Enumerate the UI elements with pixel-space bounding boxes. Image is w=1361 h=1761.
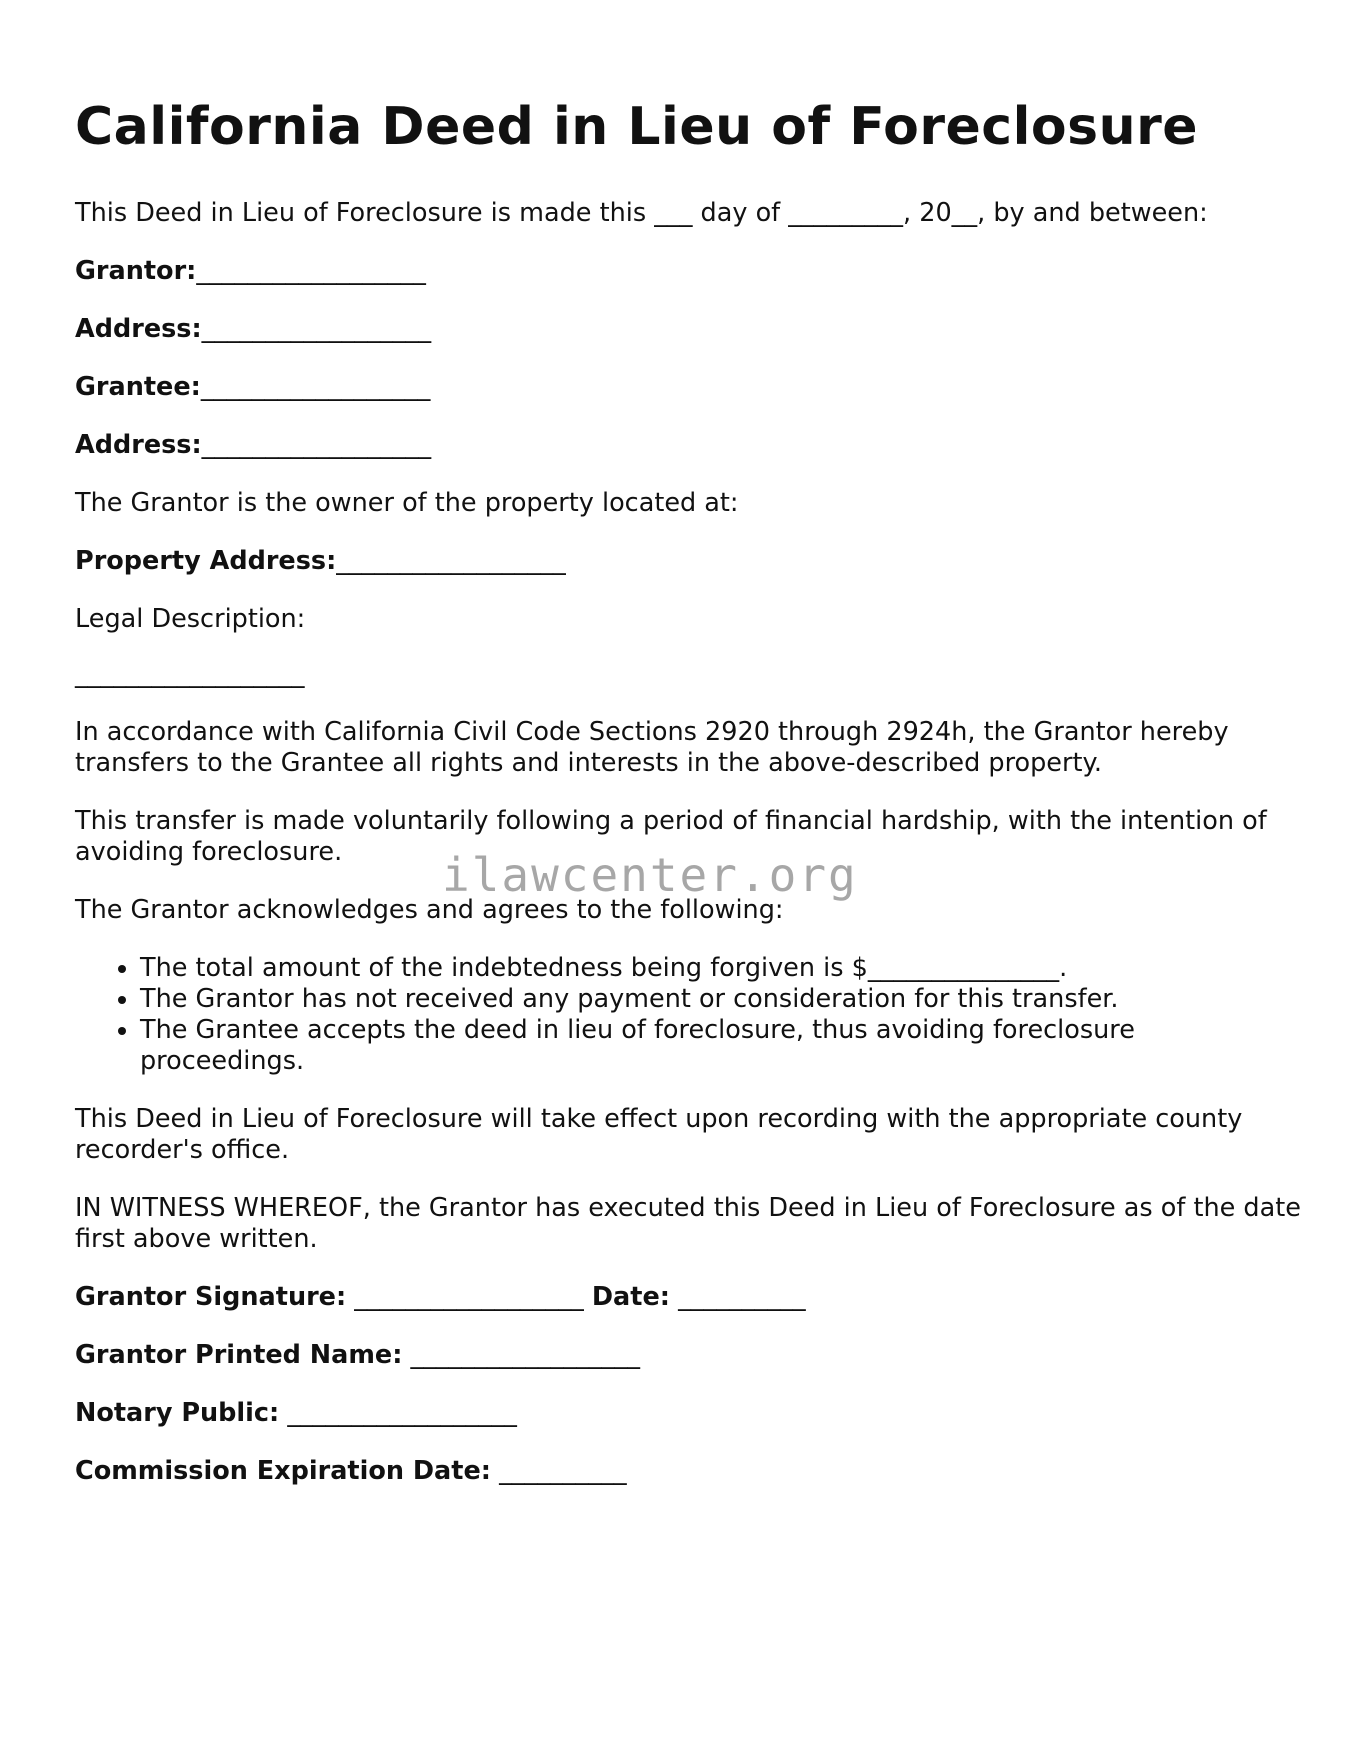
grantee-field	[75, 372, 1305, 403]
document-page	[75, 84, 1305, 1514]
printed-name-field	[75, 1340, 1305, 1371]
date-blank: __________	[678, 1282, 806, 1313]
notary-label: Notary Public:	[75, 1398, 280, 1429]
intro-paragraph: This Deed in Lieu of Foreclosure is made this ___ day of _________, 20__, by and between:	[75, 198, 1208, 229]
notary-blank: __________________	[287, 1398, 517, 1429]
grantor-address-blank: __________________	[201, 314, 432, 345]
grantee-blank: __________________	[200, 372, 431, 403]
document-title: California Deed in Lieu of Foreclosure	[75, 97, 1199, 157]
grantor-address-label: Address:	[75, 314, 202, 345]
date-label: Date:	[591, 1282, 670, 1313]
grantee-address-blank: __________________	[201, 430, 432, 461]
notary-field	[75, 1398, 1305, 1429]
list-item: • The Grantee accepts the deed in lieu of foreclosure, thus avoiding foreclosure proceedings.	[140, 1015, 1305, 1077]
grantor-blank: __________________	[196, 256, 426, 287]
property-address-label: Property Address:	[75, 546, 337, 577]
grantor-signature-field	[75, 1282, 1305, 1313]
legal-description-blank: __________________	[75, 659, 305, 690]
grantee-address-field	[75, 430, 1305, 461]
commission-blank: __________	[499, 1456, 627, 1487]
witness-paragraph: IN WITNESS WHEREOF, the Grantor has executed this Deed in Lieu of Foreclosure as of the date first above written.	[75, 1193, 1301, 1255]
grantor-address-field	[75, 314, 1305, 345]
grantee-address-label: Address:	[75, 430, 202, 461]
transfer-paragraph: In accordance with California Civil Code Sections 2920 through 2924h, the Grantor hereby transfers to the Grantee all rights and interests in the above-described property.	[75, 717, 1229, 779]
printed-name-label: Grantor Printed Name:	[75, 1340, 403, 1371]
watermark-text: ilawcenter.org	[442, 848, 858, 902]
grantor-signature-label: Grantor Signature:	[75, 1282, 347, 1313]
property-address-field	[75, 546, 1305, 577]
commission-field	[75, 1456, 1305, 1487]
printed-name-blank: __________________	[410, 1340, 641, 1371]
grantor-label: Grantor:	[75, 256, 197, 287]
legal-description-label: Legal Description:	[75, 604, 306, 635]
grantor-signature-blank: __________________	[354, 1282, 584, 1313]
grantor-field	[75, 256, 1305, 287]
effect-paragraph: This Deed in Lieu of Foreclosure will take effect upon recording with the appropriate county recorder's office.	[75, 1104, 1243, 1166]
property-address-blank: __________________	[336, 546, 566, 577]
commission-label: Commission Expiration Date:	[75, 1456, 491, 1487]
acknowledgement-intro: The Grantor acknowledges and agrees to the following:	[75, 895, 784, 926]
list-item: • The total amount of the indebtedness being forgiven is $_______________.	[140, 953, 1305, 984]
voluntary-paragraph: This transfer is made voluntarily following a period of financial hardship, with the intention of avoiding foreclosure.	[75, 806, 1267, 868]
acknowledgement-list	[75, 953, 1305, 1077]
owner-statement: The Grantor is the owner of the property located at:	[75, 488, 739, 519]
list-item: • The Grantor has not received any payment or consideration for this transfer.	[140, 984, 1305, 1015]
grantee-label: Grantee:	[75, 372, 201, 403]
